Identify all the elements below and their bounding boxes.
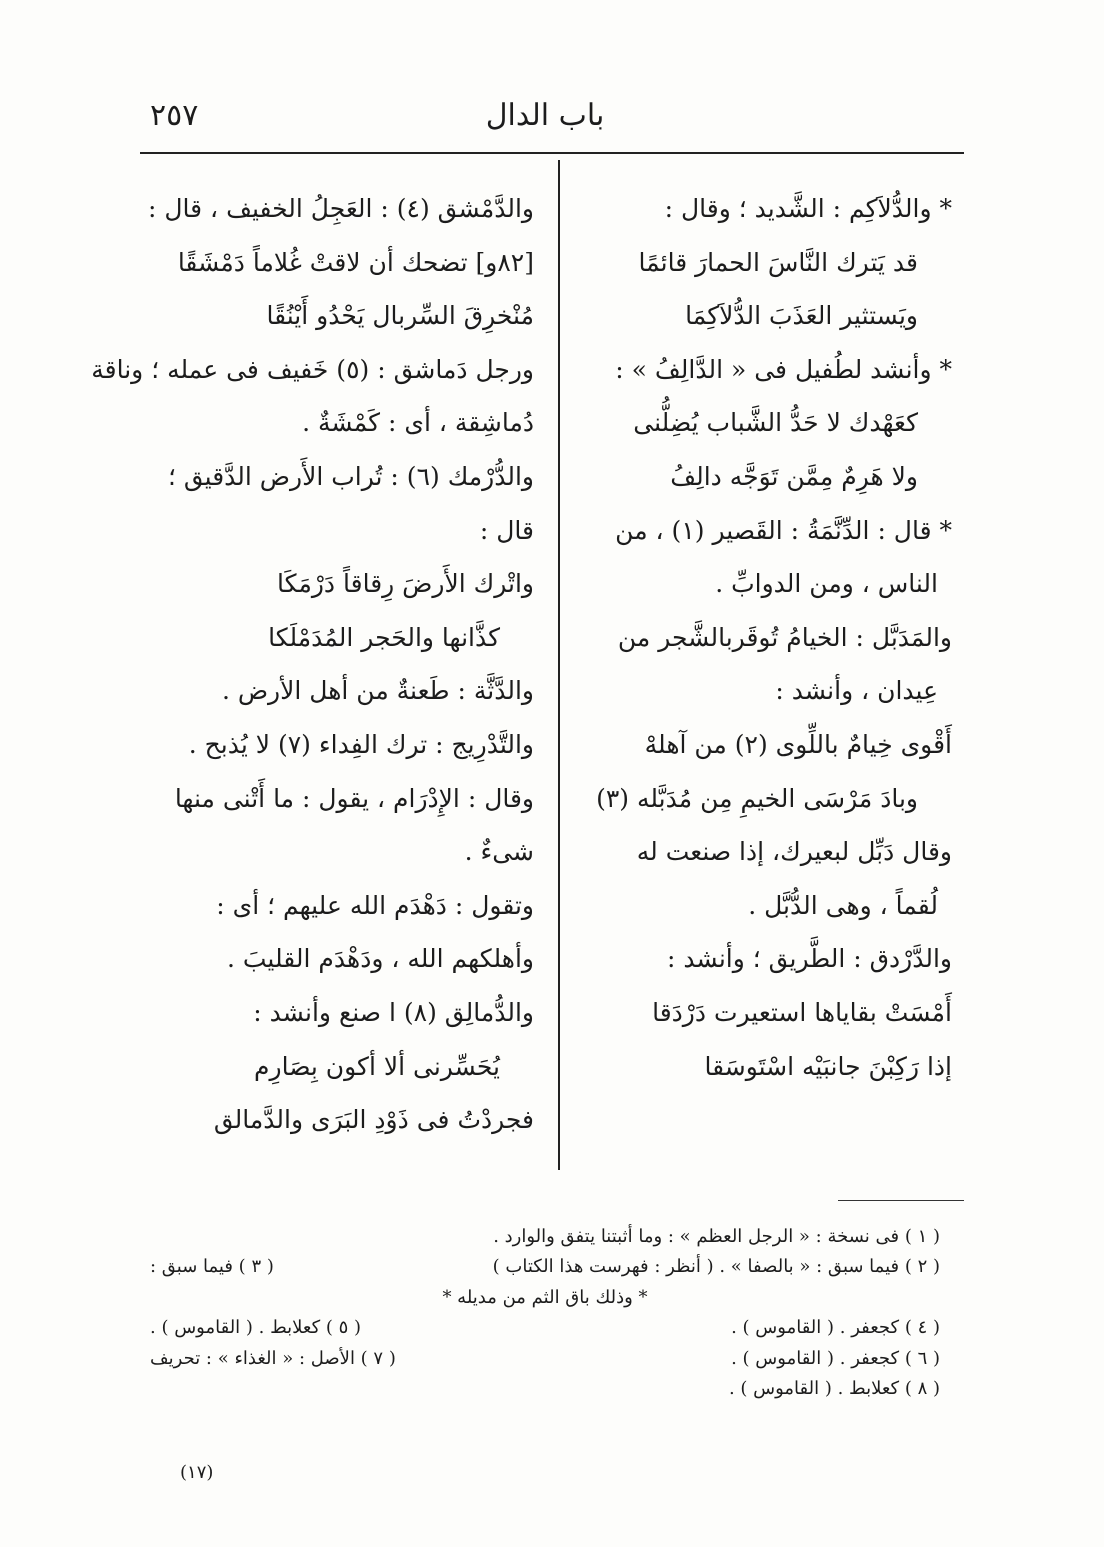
text-line: وتقول : دَهْدَم الله عليهم ؛ أى : <box>216 890 534 920</box>
footnote-1: ( ١ ) فى نسخة : « الرجل العظم » : وما أثبتنا يتفق والوارد . <box>493 1226 940 1247</box>
text-line: شىءٌ . <box>464 837 534 867</box>
left-column <box>91 182 534 1147</box>
page-number: ٢٥٧ <box>150 98 199 133</box>
footnote-row <box>150 1313 940 1343</box>
text-line: الناس ، ومن الدوابِّ . <box>715 569 938 599</box>
footnote-row <box>150 1283 940 1313</box>
verse-line: وبادَ مَرْسَى الخيمِ مِن مُدَبَّله (٣) <box>596 783 918 813</box>
text-line: عِيدان ، وأنشد : <box>775 676 938 706</box>
verse-line: كذَّانها والحَجر المُدَمْلَكا <box>268 622 500 652</box>
verse-line: يُحَسِّرنى ألا أكون بِصَارِم <box>254 1051 500 1081</box>
footnote-row <box>150 1344 940 1374</box>
text-line: دُماشِقة ، أى : كَمْشَةٌ . <box>302 408 534 438</box>
text-line: * والدُّلاَكِم : الشَّديد ؛ وقال : <box>664 194 952 223</box>
footnote-row <box>150 1252 940 1282</box>
footnote-4: ( ٤ ) كجعفر . ( القاموس ) . <box>731 1317 940 1339</box>
footnote-6: ( ٦ ) كجعفر . ( القاموس ) . <box>731 1347 940 1369</box>
text-line: وأهلكهم الله ، ودَهْدَم القليبَ . <box>226 944 534 974</box>
verse-line: ويَستثير العَذَبَ الدُّلاَكِمَا <box>685 301 918 331</box>
text-line: وقال : الإِدْرَام ، يقول : ما أَتْنى منها <box>174 783 534 813</box>
signature-mark: (١٧) <box>180 1462 214 1483</box>
text-line: والدَّرْدق : الطَّريق ؛ وأنشد : <box>667 944 952 974</box>
page-title: باب الدال <box>485 98 605 133</box>
verse-line: واتْرك الأَرضَ رِقاقاً دَرْمَكَا <box>277 569 534 599</box>
text-line: والدَّثَّة : طَعنةٌ من أهل الأرض . <box>221 676 534 706</box>
footnotes <box>150 1222 940 1404</box>
text-line: ورجل دَماشق : (٥) خَفيف فى عمله ؛ وناقة <box>91 354 534 384</box>
verse-line: إذا رَكِبْنَ جانبَيْه اسْتَوسَقا <box>704 1051 952 1081</box>
footnote-8: ( ٨ ) كعلابط . ( القاموس ) . <box>728 1377 940 1399</box>
text-line: والدُّرْمك (٦) : تُراب الأَرض الدَّقيق ؛ <box>167 461 534 491</box>
footnote-7: ( ٧ ) الأصل : « الغذاء » : تحريف <box>150 1347 396 1369</box>
text-line: لُقماً ، وهى الدُّبَّل . <box>748 890 938 920</box>
verse-line: أَمْسَتْ بقاياها استعيرت دَرْدَقا <box>652 997 952 1027</box>
right-column <box>578 182 952 1093</box>
footnote-note: * وذلك باق الثم من مديله * <box>442 1286 648 1308</box>
text-line: * وأنشد لطُفيل فى « الدَّالِفُ » : <box>615 354 952 384</box>
footnote-5: ( ٥ ) كعلابط . ( القاموس ) . <box>150 1317 362 1339</box>
verse-line: كعَهْدك لا حَدُّ الشَّباب يُضِلُّنى <box>633 408 918 438</box>
verse-line: مُنْخرِقَ السِّربال يَحْدُو أَيْنُقًا <box>266 301 534 331</box>
verse-line: ولا هَرِمٌ مِمَّن تَوَجَّه دالِفُ <box>670 461 918 491</box>
footnote-row <box>150 1374 940 1404</box>
text-line: * قال : الدِّنَّمَةُ : القَصير (١) ، من <box>615 515 952 545</box>
verse-line: فجردْتُ فى ذَوْدِ البَرَى والدَّمالق <box>213 1105 534 1135</box>
verse-line: [٨٢و] تضحك أن لاقتْ غُلاماً دَمْشَقًا <box>177 247 534 277</box>
footnote-rule <box>838 1200 964 1201</box>
footnote-2: ( ٢ ) فيما سبق : « بالصفا » . ( أنظر : فهرست هذا الكتاب ) <box>492 1256 940 1278</box>
text-line: والتَّدْرِيج : ترك الفِداء (٧) لا يُذبح . <box>188 729 534 759</box>
verse-line: أَقْوى خِيامٌ باللِّوى (٢) من آهلهْ <box>644 729 952 759</box>
footnote-row <box>150 1222 940 1252</box>
footnote-3: ( ٣ ) فيما سبق : <box>150 1256 274 1278</box>
text-line: وقال دَبِّل لبعيرك، إذا صنعت له <box>636 837 952 867</box>
text-line: قال : <box>479 515 534 545</box>
text-line: والدُّمالِق (٨) ا صنع وأنشد : <box>253 997 534 1027</box>
column-divider <box>558 160 560 1170</box>
header-rule <box>140 152 964 154</box>
text-line: والدَّمْشق (٤) : العَجِلُ الخفيف ، قال : <box>148 194 534 223</box>
text-line: والمَدَبَّل : الخيامُ تُوقَربالشَّجر من <box>617 622 952 652</box>
verse-line: قد يَترك النَّاسَ الحمارَ قائمًا <box>638 247 918 277</box>
